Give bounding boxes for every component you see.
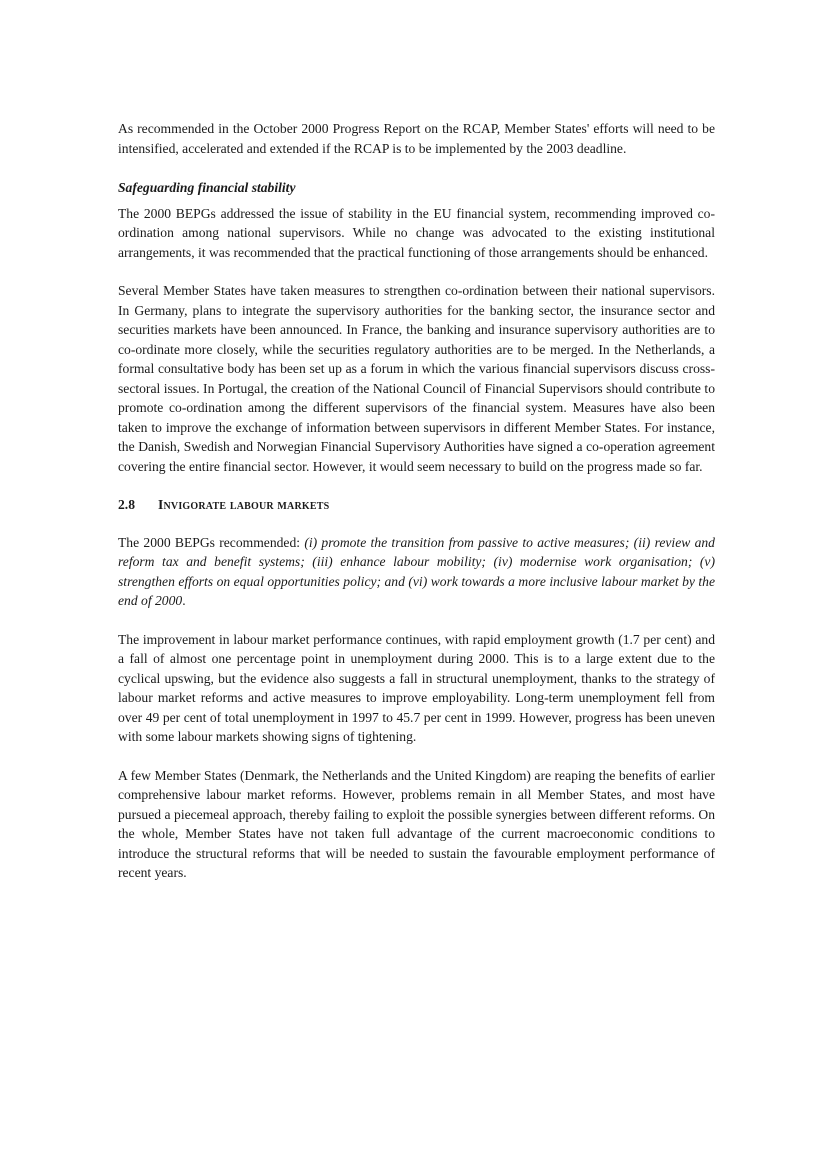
recommendation-end: . — [182, 593, 186, 608]
stability-paragraph-1: The 2000 BEPGs addressed the issue of stability in the EU financial system, recommending improved co-ordination among national supervisors. While no change was advocated to the existing institutional arrangements, it was recommended that the practical functioning of those arrangements should be enhanced. — [118, 205, 715, 260]
recommendation-list: (i) promote the transition from passive to active measures; (ii) review and reform tax and benefit systems; (iii) enhance labour mobility; (iv) modernise work organisation; (v) strengthen efforts on equal opportunities policy; and (vi) work towards a more inclusive labour market by the end of 2000 — [118, 534, 715, 608]
recommendation-lead: The 2000 BEPGs recommended: — [118, 534, 305, 550]
stability-paragraph-2: Several Member States have taken measures to strengthen co-ordination between their national supervisors. In Germany, plans to integrate the supervisory authorities for the banking sector, the insurance sector and securities markets have been announced. In France, the banking and insurance supervisory authorities are to co-ordinate more closely, while the securities regulatory authorities are to be merged. In the Netherlands, a formal consultative body has been set up as a forum in which the various financial supervisors discuss cross-sectoral issues. In Portugal, the creation of the National Council of Financial Supervisors should contribute to promote co-ordination among the different supervisors of the financial system. Measures have also been taken to improve the exchange of information between supervisors in different Member States. For instance, the Danish, Swedish and Norwegian Financial Supervisory Authorities have signed a co-operation agreement covering the entire financial sector. However, it would seem necessary to build on the progress made so far. — [118, 283, 715, 474]
labour-paragraph-1: The improvement in labour market performance continues, with rapid employment growth (1.7 per cent) and a fall of almost one percentage point in unemployment during 2000. This is to a large extent due to the cyclical upswing, but the evidence also suggests a fall in structural unemployment, thanks to the strategy of labour market reforms and active measures to improve employability. Long-term unemployment fell from over 49 per cent of total unemployment in 1997 to 45.7 per cent in 1999. However, progress has been uneven with some labour markets showing signs of tightening. — [118, 631, 715, 744]
document-page — [118, 119, 715, 883]
recommendation-paragraph — [118, 533, 715, 611]
section-title: Invigorate labour markets — [158, 497, 330, 512]
intro-paragraph: As recommended in the October 2000 Progress Report on the RCAP, Member States' efforts will need to be intensified, accelerated and extended if the RCAP is to be implemented by the 2003 deadline. — [118, 121, 715, 156]
section-number: 2.8 — [118, 497, 135, 512]
subsection-heading: Safeguarding financial stability — [118, 180, 296, 195]
labour-paragraph-2: A few Member States (Denmark, the Netherlands and the United Kingdom) are reaping the benefits of earlier comprehensive labour market reforms. However, problems remain in all Member States, and most have pursued a piecemeal approach, thereby failing to exploit the possible synergies between different reforms. On the whole, Member States have not taken full advantage of the current macroeconomic conditions to introduce the structural reforms that will be needed to sustain the favourable employment performance of recent years. — [118, 767, 715, 880]
section-heading — [118, 495, 715, 515]
